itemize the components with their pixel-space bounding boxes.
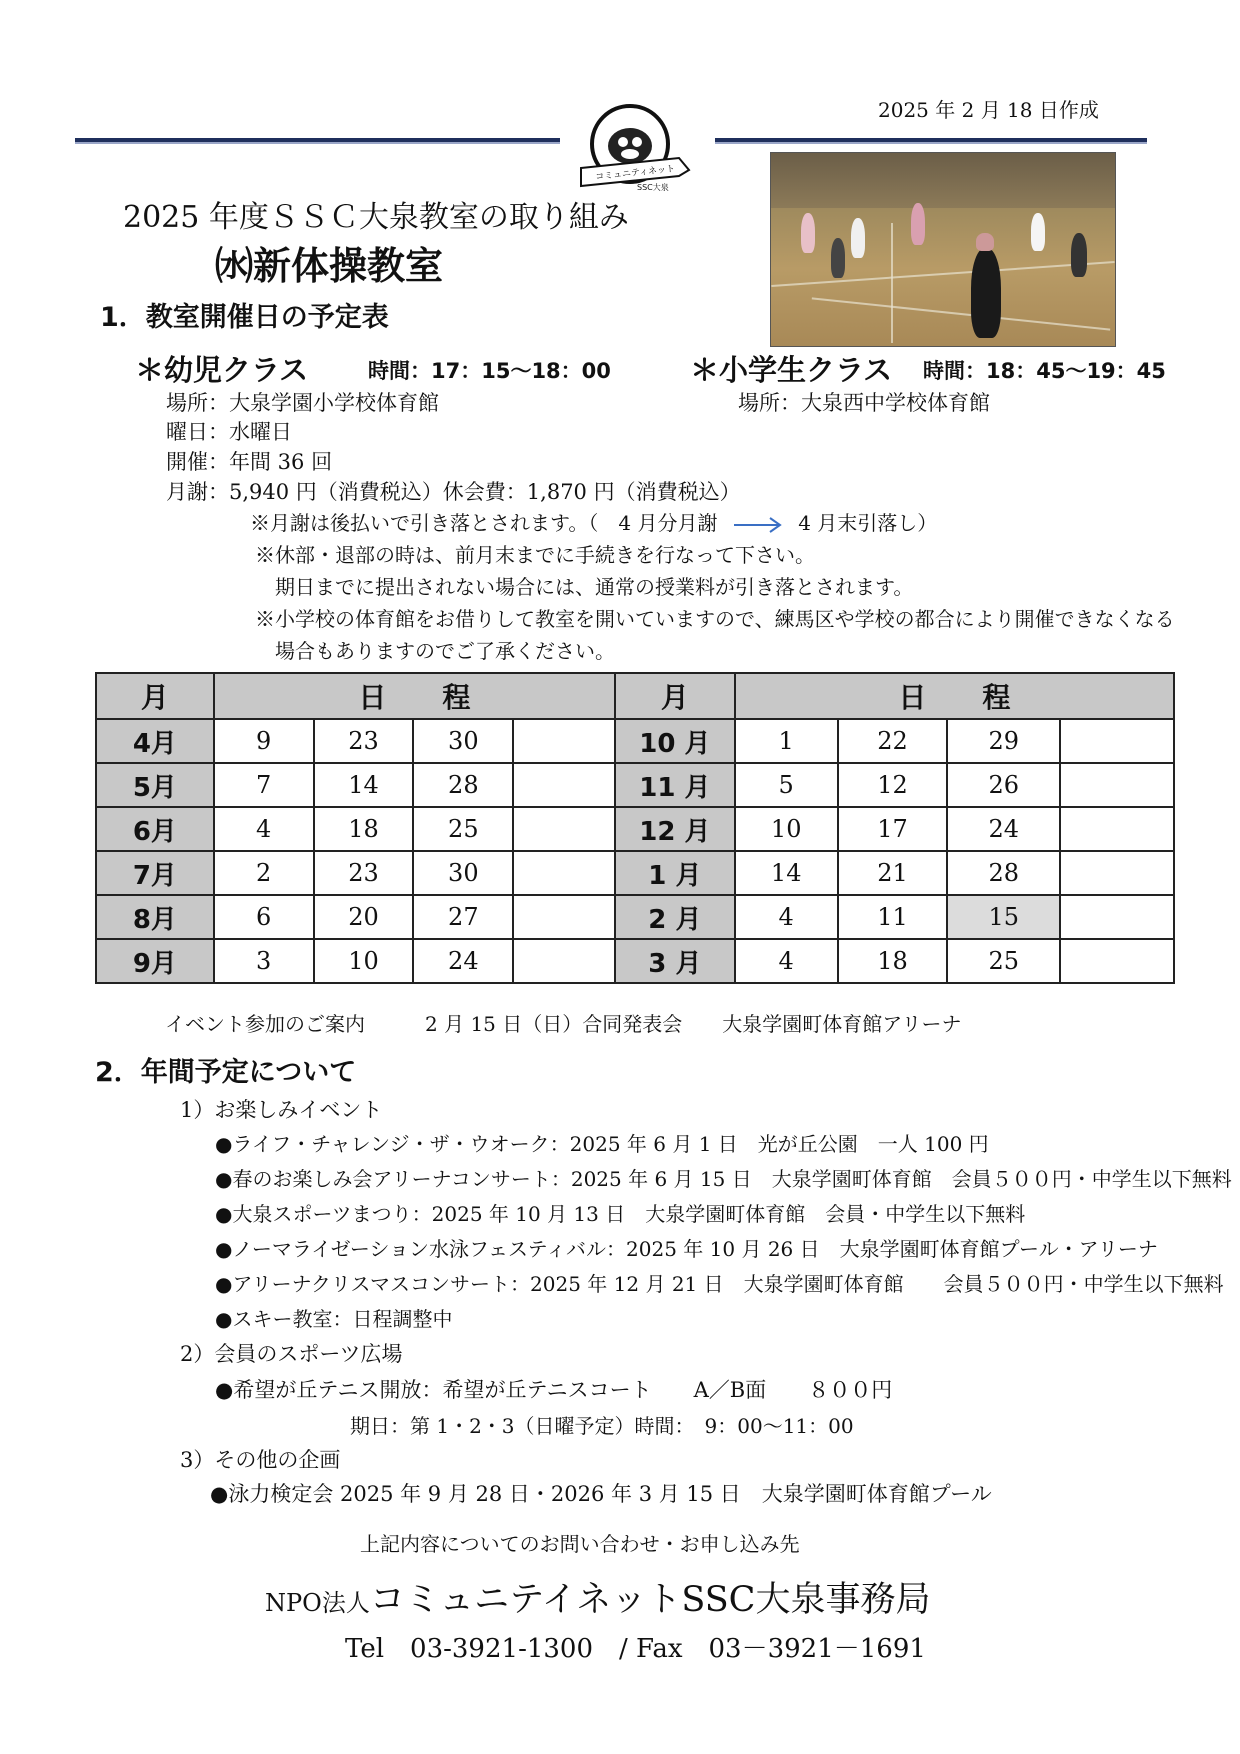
page-subtitle: ㈬新体操教室 <box>215 244 444 288</box>
schedule-col-dates: 日 程 <box>735 673 1174 719</box>
schedule-date-cell: 25 <box>413 807 513 851</box>
schedule-date-cell: 28 <box>947 851 1060 895</box>
note-payment: ※月謝は後払いで引き落とされます。（ 4 月分月謝 4 月末引落し） <box>250 511 938 535</box>
kids-class-time: 時間：17：15～18：00 <box>368 359 611 383</box>
elem-class-label: ＊小学生クラス <box>690 353 893 387</box>
schedule-date-cell: 4 <box>214 807 314 851</box>
schedule-date-cell: 27 <box>413 895 513 939</box>
schedule-date-cell: 29 <box>947 719 1060 763</box>
list-item: ●ノーマライゼーション水泳フェスティバル：2025 年 10 月 26 日 大泉学園町体育館プール・アリーナ <box>215 1237 1158 1261</box>
schedule-date-cell: 15 <box>947 895 1060 939</box>
schedule-date-cell <box>513 763 615 807</box>
schedule-date-cell: 18 <box>838 939 948 983</box>
schedule-date-cell: 20 <box>314 895 414 939</box>
schedule-date-cell: 24 <box>947 807 1060 851</box>
schedule-month-cell: 4月 <box>96 719 214 763</box>
schedule-date-cell: 14 <box>314 763 414 807</box>
section2-heading: 2．年間予定について <box>95 1057 357 1088</box>
schedule-month-cell: 11 月 <box>615 763 735 807</box>
schedule-month-cell: 1 月 <box>615 851 735 895</box>
schedule-date-cell <box>513 939 615 983</box>
table-row <box>96 939 1174 983</box>
contact-intro: 上記内容についてのお問い合わせ・お申し込み先 <box>360 1532 800 1556</box>
sub-heading-other: 3）その他の企画 <box>180 1448 341 1472</box>
table-row <box>96 719 1174 763</box>
schedule-date-cell: 7 <box>214 763 314 807</box>
schedule-header-row <box>96 673 1174 719</box>
schedule-col-dates: 日 程 <box>214 673 615 719</box>
header-rule-right <box>715 138 1147 144</box>
note-venue: ※小学校の体育館をお借りして教室を開いていますので、練馬区や学校の都合により開催できなくなる <box>255 607 1175 631</box>
schedule-date-cell: 1 <box>735 719 838 763</box>
schedule-date-cell: 3 <box>214 939 314 983</box>
schedule-date-cell: 17 <box>838 807 948 851</box>
elem-class-time: 時間：18：45～19：45 <box>923 359 1166 383</box>
schedule-date-cell: 12 <box>838 763 948 807</box>
table-row <box>96 807 1174 851</box>
schedule-date-cell: 25 <box>947 939 1060 983</box>
arrow-right-icon <box>732 515 784 535</box>
schedule-date-cell <box>1060 719 1174 763</box>
schedule-date-cell: 10 <box>735 807 838 851</box>
schedule-date-cell: 14 <box>735 851 838 895</box>
schedule-date-cell <box>513 851 615 895</box>
schedule-month-cell: 6月 <box>96 807 214 851</box>
schedule-date-cell <box>513 895 615 939</box>
note-venue-detail: 場合もありますのでご了承ください。 <box>275 639 615 663</box>
schedule-date-cell <box>1060 895 1174 939</box>
page-title: 2025 年度ＳＳＣ大泉教室の取り組み <box>123 200 629 235</box>
schedule-date-cell: 5 <box>735 763 838 807</box>
note-withdrawal: ※休部・退部の時は、前月末までに手続きを行なって下さい。 <box>255 543 815 567</box>
schedule-month-cell: 9月 <box>96 939 214 983</box>
schedule-month-cell: 10 月 <box>615 719 735 763</box>
schedule-date-cell: 4 <box>735 939 838 983</box>
schedule-month-cell: 3 月 <box>615 939 735 983</box>
schedule-date-cell: 30 <box>413 851 513 895</box>
table-row <box>96 895 1174 939</box>
sub-heading-sports: 2）会員のスポーツ広場 <box>180 1342 403 1366</box>
list-item: ●大泉スポーツまつり：2025 年 10 月 13 日 大泉学園町体育館 会員・中学生以下無料 <box>215 1202 1026 1226</box>
schedule-col-month: 月 <box>96 673 214 719</box>
schedule-date-cell: 23 <box>314 851 414 895</box>
elem-class-place: 場所：大泉西中学校体育館 <box>738 391 990 415</box>
schedule-month-cell: 2 月 <box>615 895 735 939</box>
section1-heading: 1．教室開催日の予定表 <box>100 302 389 333</box>
sub-heading-events: 1）お楽しみイベント <box>180 1098 383 1122</box>
header-rule-left <box>75 138 560 144</box>
svg-text:コミュニティネット: コミュニティネット <box>594 164 676 183</box>
swim-test-item: ●泳力検定会 2025 年 9 月 28 日・2026 年 3 月 15 日 大泉学園町体育館プール <box>210 1482 992 1506</box>
tennis-dates: 期日：第 1・2・3（日曜予定）時間： 9：00～11：00 <box>350 1414 854 1438</box>
table-row <box>96 851 1174 895</box>
schedule-col-month: 月 <box>615 673 735 719</box>
schedule-date-cell: 24 <box>413 939 513 983</box>
schedule-date-cell: 18 <box>314 807 414 851</box>
schedule-date-cell <box>1060 851 1174 895</box>
schedule-month-cell: 12 月 <box>615 807 735 851</box>
class-sessions: 開催：年間 36 回 <box>166 450 333 474</box>
schedule-date-cell: 26 <box>947 763 1060 807</box>
schedule-date-cell <box>513 719 615 763</box>
created-date: 2025 年 2 月 18 日作成 <box>878 98 1099 122</box>
kids-class-label: ＊幼児クラス <box>135 353 309 387</box>
list-item: ●アリーナクリスマスコンサート：2025 年 12 月 21 日 大泉学園町体育館 会員５００円・中学生以下無料 <box>215 1272 1224 1296</box>
schedule-date-cell: 4 <box>735 895 838 939</box>
schedule-date-cell: 9 <box>214 719 314 763</box>
contact-phone: Tel 03-3921-1300 / Fax 03－3921－1691 <box>345 1634 926 1664</box>
schedule-date-cell: 11 <box>838 895 948 939</box>
schedule-date-cell: 28 <box>413 763 513 807</box>
tennis-item: ●希望が丘テニス開放：希望が丘テニスコート A／B面 ８００円 <box>215 1378 893 1402</box>
schedule-date-cell <box>513 807 615 851</box>
schedule-date-cell: 30 <box>413 719 513 763</box>
org-name: NPO法人コミュニテイネットSSC大泉事務局 <box>265 1580 931 1620</box>
schedule-table <box>95 672 1175 984</box>
schedule-date-cell: 23 <box>314 719 414 763</box>
svg-text:SSC大泉: SSC大泉 <box>637 183 669 192</box>
schedule-date-cell: 10 <box>314 939 414 983</box>
event-note: イベント参加のご案内 2 月 15 日（日）合同発表会 大泉学園町体育館アリーナ <box>165 1012 962 1036</box>
kids-class-place: 場所：大泉学園小学校体育館 <box>166 391 439 415</box>
schedule-date-cell: 21 <box>838 851 948 895</box>
list-item: ●スキー教室：日程調整中 <box>215 1307 453 1331</box>
class-day: 曜日：水曜日 <box>166 420 292 444</box>
class-fee: 月謝：5,940 円（消費税込）休会費：1,870 円（消費税込） <box>166 480 741 504</box>
schedule-month-cell: 7月 <box>96 851 214 895</box>
schedule-date-cell <box>1060 939 1174 983</box>
schedule-date-cell: 22 <box>838 719 948 763</box>
table-row <box>96 763 1174 807</box>
schedule-date-cell: 2 <box>214 851 314 895</box>
schedule-month-cell: 8月 <box>96 895 214 939</box>
schedule-month-cell: 5月 <box>96 763 214 807</box>
list-item: ●ライフ・チャレンジ・ザ・ウオーク：2025 年 6 月 1 日 光が丘公園 一人 100 円 <box>215 1132 989 1156</box>
ssc-logo <box>575 100 695 195</box>
event-list <box>215 1128 1232 1338</box>
note-withdrawal-detail: 期日までに提出されない場合には、通常の授業料が引き落とされます。 <box>275 575 914 599</box>
gymnastics-photo <box>770 152 1116 347</box>
list-item: ●春のお楽しみ会アリーナコンサート：2025 年 6 月 15 日 大泉学園町体育館 会員５００円・中学生以下無料 <box>215 1167 1232 1191</box>
schedule-date-cell: 6 <box>214 895 314 939</box>
schedule-date-cell <box>1060 807 1174 851</box>
schedule-date-cell <box>1060 763 1174 807</box>
